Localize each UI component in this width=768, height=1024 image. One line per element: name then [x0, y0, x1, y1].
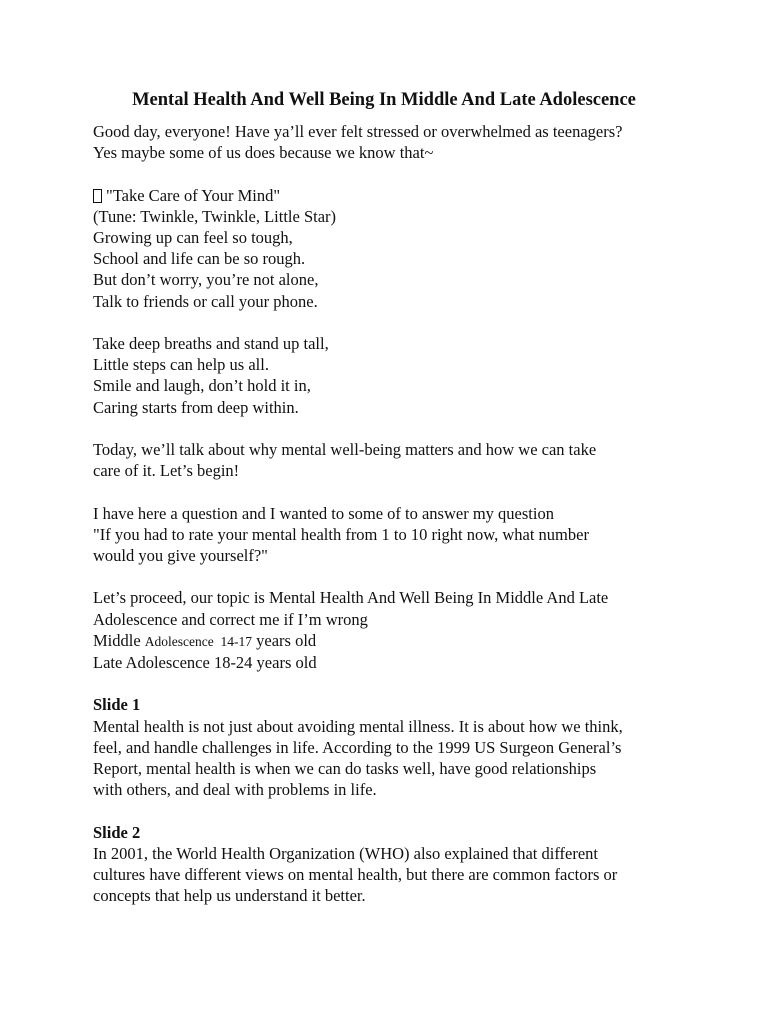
document-body: [93, 121, 693, 928]
intro-paragraph: [93, 121, 693, 163]
song-title: "Take Care of Your Mind": [106, 185, 281, 205]
song-title-line: [93, 185, 693, 206]
text-line: But don’t worry, you’re not alone,: [93, 270, 319, 290]
text-line: In 2001, the World Health Organization (WHO) also explained that different: [93, 843, 598, 863]
text-line: Little steps can help us all.: [93, 355, 269, 375]
middle-suffix: years old: [252, 630, 317, 650]
question-paragraph: [93, 503, 693, 567]
text-line: Smile and laugh, don’t hold it in,: [93, 376, 311, 396]
text-line: would you give yourself?": [93, 546, 268, 565]
text-line: I have here a question and I wanted to some of to answer my question: [93, 503, 554, 523]
text-line: Good day, everyone! Have ya’ll ever felt stressed or overwhelmed as teenagers?: [93, 122, 623, 141]
slide-1-section: [93, 694, 693, 800]
text-line: Mental health is not just about avoiding mental illness. It is about how we think,: [93, 716, 623, 736]
text-line: Adolescence and correct me if I’m wrong: [93, 609, 368, 629]
text-line: Yes maybe some of us does because we know that~: [93, 143, 434, 163]
slide-2-section: [93, 822, 693, 907]
today-paragraph: [93, 439, 693, 481]
slide-1-heading: Slide 1: [93, 695, 141, 715]
document-title: Mental Health And Well Being In Middle And Late Adolescence: [132, 90, 636, 110]
song-tune: (Tune: Twinkle, Twinkle, Little Star): [93, 206, 337, 226]
middle-range: Adolescence 14-17: [144, 633, 253, 649]
slide-2-heading: Slide 2: [93, 822, 141, 842]
text-line: "If you had to rate your mental health from 1 to 10 right now, what number: [93, 524, 589, 544]
text-line: School and life can be so rough.: [93, 249, 306, 269]
text-line: care of it. Let’s begin!: [93, 461, 240, 481]
text-line: Report, mental health is when we can do tasks well, have good relationships: [93, 759, 597, 778]
middle-adolescence-line: [93, 630, 693, 652]
text-line: feel, and handle challenges in life. According to the 1999 US Surgeon General’s: [93, 737, 622, 757]
text-line: Caring starts from deep within.: [93, 397, 299, 417]
song-verse-1: [93, 185, 693, 312]
middle-prefix: Middle: [93, 630, 145, 650]
text-line: concepts that help us understand it better.: [93, 886, 366, 906]
topic-paragraph: [93, 587, 693, 673]
late-adolescence-line: Late Adolescence 18-24 years old: [93, 653, 317, 672]
text-line: Take deep breaths and stand up tall,: [93, 334, 329, 353]
text-line: Growing up can feel so tough,: [93, 228, 293, 247]
text-line: with others, and deal with problems in life.: [93, 780, 377, 800]
text-line: Let’s proceed, our topic is Mental Health And Well Being In Middle And Late: [93, 588, 609, 608]
text-line: cultures have different views on mental health, but there are common factors or: [93, 865, 618, 884]
song-verse-2: [93, 333, 693, 418]
missing-glyph-box-icon: [93, 189, 102, 203]
text-line: Talk to friends or call your phone.: [93, 291, 318, 311]
text-line: Today, we’ll talk about why mental well-being matters and how we can take: [93, 440, 597, 459]
